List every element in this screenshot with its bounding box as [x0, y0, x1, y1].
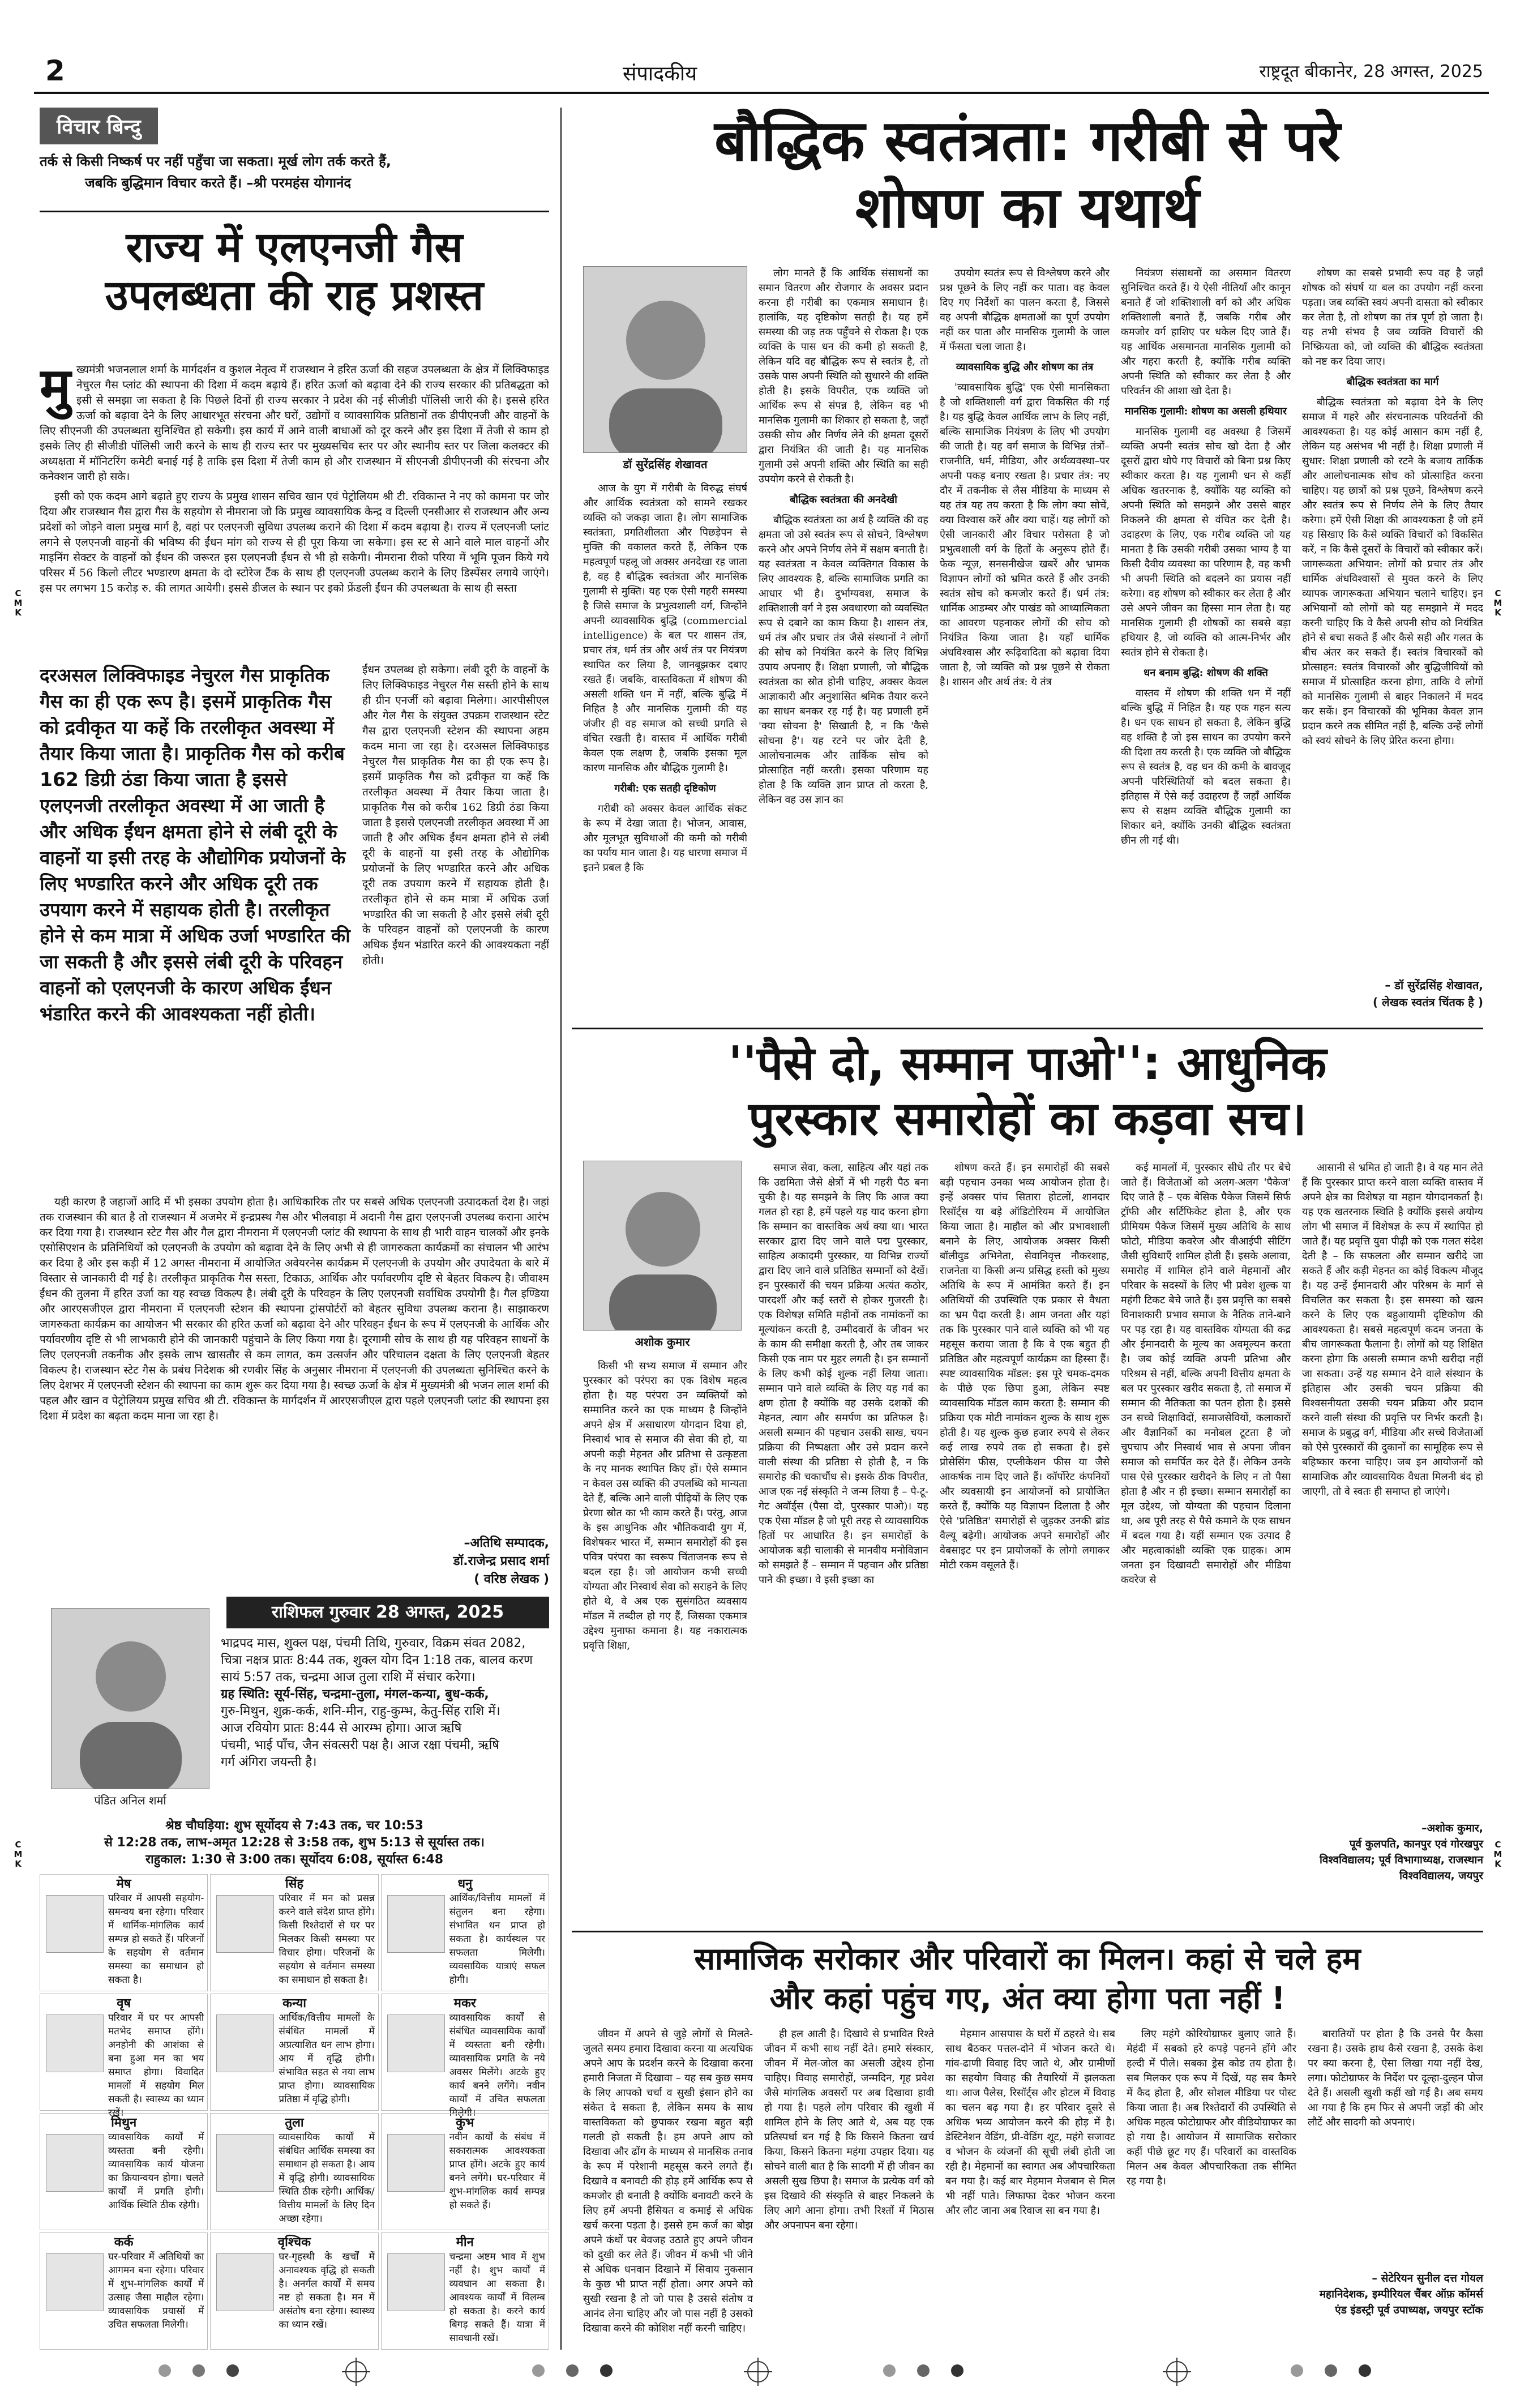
lng-side-column [362, 662, 549, 1189]
article1-sign-2: ( लेखक स्वतंत्र चिंतक है ) [1373, 995, 1483, 1009]
author-portrait-icon [584, 1161, 742, 1331]
zodiac-text: परिवार में मन को प्रसन्न करने वाले संदेश प्राप्त होंगे। किसी रिश्तेदारों से घर पर मिलकर किसी समस्या पर विचार होगा। परिजनों के सहयोग से वर्तमान समस्या का समाधान हो सकता है। [279, 1893, 375, 1986]
registration-dot-icon [159, 2364, 171, 2377]
article2-col1-text: किसी भी सभ्य समाज में सम्मान और पुरस्कार को परंपरा का एक विशेष महत्व होता है। यह परंपरा उन व्यक्तियों को सम्मानित करने का एक माध्यम है जिन्होंने अपने क्षेत्र में असाधारण योगदान दिया हो, निस्वार्थ भाव से समाज की सेवा की हो, या अपनी कड़ी मेहनत और प्रतिभा से उत्कृष्टता के नए मानक स्थापित किए हों। ऐसे सम्मान न केवल उस व्यक्ति की उपलब्धि को मान्यता देते हैं, बल्कि आने वाली पीढ़ियों के लिए एक प्रेरणा स्रोत का भी काम करते हैं। परंतु, आज के इस आधुनिक और भौतिकवादी युग में, विशेषकर भारत में, सम्मान समारोहों की इस पवित्र परंपरा का स्वरूप चिंताजनक रूप से बदल रहा है। जो आयोजन कभी सच्ची योग्यता और निस्वार्थ सेवा को सराहने के लिए होते थे, वे अब एक सुसंगठित व्यवसाय मॉडल में तब्दील हो गए हैं, जिसका एकमात्र उद्देश्य मुनाफा कमाना है। यह नकारात्मक प्रवृत्ति शिक्षा, [583, 1360, 747, 1652]
article2-sign-2: पूर्व कुलपति, कानपुर एवं गोरखपुर विश्वविद्यालय; पूर्व विभागाध्यक्ष, राजस्थान विश्वविद्यालय, जयपुर [1320, 1838, 1483, 1882]
zodiac-text: नवीन कार्यों के संबंध में सकारात्मक आवश्यकता प्राप्त होंगे। अटके हुए कार्य बनने लगेंगे। घर-परिवार में शुभ-मांगलिक कार्य सम्पन्न हो सकते हैं। [449, 2132, 545, 2211]
article1-headline-line1: बौद्धिक स्वतंत्रता: गरीबी से परे [714, 108, 1341, 174]
zodiac-name: वृश्चिक [277, 2235, 311, 2249]
article1-photo [583, 266, 747, 453]
zodiac-cell [40, 2113, 208, 2230]
author-portrait-icon [584, 267, 747, 453]
chaughadiya-line2: से 12:28 तक, लाभ-अमृत 12:28 से 3:58 तक, शुभ 5:13 से सूर्यास्त तक। [104, 1836, 485, 1850]
zodiac-text: आर्थिक/वित्तीय मामलों के संबंधित मामलों में अप्रत्याशित धन लाभ होगा। आय में वृद्धि होगी। संभावित सहत से नया लाभ प्राप्त होगा। व्यावसायिक प्रतिष्ठा में वृद्धि होगी। [279, 2012, 375, 2105]
article2-photo [583, 1161, 742, 1331]
sagittarius-icon [387, 1895, 445, 1953]
registration-dot-icon [192, 2364, 205, 2377]
rashifal-panchang [221, 1635, 549, 1771]
article1-col1-text: आज के युग में गरीबी के विरुद्ध संघर्ष और आर्थिक स्वतंत्रता को सामने रखकर व्यक्ति को जकड़ा जाता है। लोग सामाजिक स्वतंत्रता, प्रगतिशीलता और पिछड़ेपन से मुक्ति की वकालत करते हैं, लेकिन एक महत्वपूर्ण पहलू जो अक्सर अनदेखा रह जाता है, वह है बौद्धिक स्वतंत्रता और मानसिक गुलामी से मुक्ति। यह एक ऐसी गहरी समस्या है जिसे समाज के प्रभुत्वशाली वर्ग, जिन्होंने अपनी व्यावसायिक बुद्धि (commercial intelligence) के बल पर शासन तंत्र, प्रचार तंत्र, धर्म तंत्र और अर्थ तंत्र पर नियंत्रण स्थापित कर लिया है, जानबूझकर दबाए रखते हैं। जबकि, वास्तविकता में शोषण की असली शक्ति धन में नहीं, बल्कि बुद्धि में निहित है और मानसिक गुलामी की यह जंजीर ही वह समाज को सच्ची प्रगति से वंचित रखती है। वास्तव में आर्थिक गरीबी केवल एक लक्षण है, जबकि इसका मूल कारण मानसिक और बौद्धिक गुलामी है। [583, 482, 747, 774]
article2-col5 [1302, 1161, 1483, 1817]
scorpio-icon [216, 2253, 274, 2311]
yog-line3: गर्ग अंगिरा जयन्ती है। [221, 1755, 317, 1769]
zodiac-text: व्यावसायिक कार्यों में संबंधित आर्थिक समस्या का समाधान हो सकता है। आय में वृद्धि होगी। व्यावसायिक स्थिति ठीक रहेगी। आर्थिक/वित्तीय मामलों के लिए दिन अच्छा रहेगा। [279, 2132, 375, 2225]
lng-dropcap: मु [40, 362, 71, 417]
zodiac-cell [381, 1874, 549, 1991]
pisces-icon [387, 2253, 445, 2311]
article2-col4-text: कई मामलों में, पुरस्कार सीधे तौर पर बेचे जाते हैं। विजेताओं को अलग-अलग 'पैकेज' दिए जाते हैं – एक बेसिक पैकेज जिसमें सिर्फ ट्रॉफी और सर्टिफिकेट होता है, और एक प्रीमियम पैकेज जिसमें मुख्य अतिथि के साथ फोटो, मीडिया कवरेज और वीआईपी सीटिंग जैसी सुविधाएँ शामिल होती हैं। इसके अलावा, समारोह में शामिल होने वाले मेहमानों और परिवार के सदस्यों के लिए भी प्रवेश शुल्क या महंगी टिकट बेचे जाते हैं। इस प्रवृत्ति का सबसे विनाशकारी प्रभाव समाज के नैतिक ताने-बाने पर पड़ रहा है। यह वास्तविक योग्यता की कद्र और ईमानदारी के मूल्य का अवमूल्यन करता है। जब कोई व्यक्ति अपनी प्रतिभा और परिश्रम से नहीं, बल्कि अपनी वित्तीय क्षमता के बल पर पुरस्कार खरीद सकता है, तो समाज में सम्मान की नैतिकता का पतन होता है। इससे उन सच्चे शिक्षाविदों, समाजसेवियों, कलाकारों और वैज्ञानिकों का मनोबल टूटता है जो चुपचाप और निस्वार्थ भाव से अपना जीवन समाज को समर्पित कर देते हैं। लेकिन उनके पास ऐसे पुरस्कार खरीदने के लिए न तो पैसा होता है और न ही इच्छा। सम्मान समारोहों का मूल उद्देश्य, जो योग्यता की पहचान दिलाना था, अब पूरी तरह से पैसे कमाने के एक साधन में बदल गया है। यहीं सम्मान एक उत्पाद है और महत्वाकांक्षी व्यक्ति एक ग्राहक। आम जनता इन दिखावटी समारोहों और मीडिया कवरेज से [1121, 1162, 1291, 1586]
article3-signature [1308, 2270, 1483, 2318]
rashifal-title: राशिफल गुरुवार 28 अगस्त, 2025 [226, 1597, 549, 1628]
article2-photo-caption: अशोक कुमार [635, 1335, 690, 1349]
yog-line1: आज रवियोग प्रातः 8:44 से आरम्भ होगा। आज ऋषि [221, 1721, 462, 1735]
panchang-line1: भाद्रपद मास, शुक्ल पक्ष, पंचमी तिथि, गुरुवार, विक्रम संवत 2082, [221, 1636, 526, 1650]
article2-sign-1: –अशोक कुमार, [1421, 1822, 1483, 1834]
article2-signature [1302, 1820, 1483, 1884]
zodiac-cell [381, 2113, 549, 2230]
article2-col1 [583, 1359, 747, 1925]
article3-sign-1: – सेटेरियन सुनील दत्त गोयल [1372, 2272, 1483, 2285]
capricorn-icon [387, 2014, 445, 2072]
article2-headline [572, 1036, 1483, 1147]
libra-icon [216, 2134, 274, 2192]
zodiac-name: मेष [116, 1877, 131, 1891]
article3-col3-text: मेहमान आसपास के घरों में ठहरते थे। सब साथ बैठकर पत्तल-दोने में भोजन करते थे। गांव-ढाणी विवाह दिए जाते थे, और ग्रामीणों का सहयोग विवाह की तैयारियों में झलकता था। आज पैलेस, रिसॉर्ट्स और होटल में विवाह का चलन बढ़ गया है। हर परिवार दूसरे से अधिक भव्य आयोजन करने की होड़ में है। डेस्टिनेशन वेडिंग, प्री-वेडिंग शूट, महंगे सजावट व भोजन के व्यंजनों की सूची लंबी होती जा रही है। मेहमानों का स्वागत अब औपचारिकता बन गया है। कई बार मेहमान मेजबान से मिल भी नहीं पाते। लिफाफा देकर भोजन करना और लौट जाना अब रिवाज सा बन गया है। [945, 2028, 1115, 2217]
article3-col2-text: ही हल आती है। दिखावे से प्रभावित रिश्ते जीवन में कभी साथ नहीं देते। हमारे संस्कार, जीवन में मेल-जोल का असली उद्देश्य होना चाहिए। विवाह समारोहों, जन्मदिन, गृह प्रवेश जैसे मांगलिक अवसरों पर अब दिखावा हावी हो गया है। पहले लोग परिवार की खुशी में शामिल होने के लिए आते थे, अब यह एक प्रतिस्पर्धा बन गई है कि किसने कितना खर्च किया, किसने कितना महंगा उपहार दिया। यह सोचने वाली बात है कि सादगी में ही जीवन का असली सुख छिपा है। समाज के प्रत्येक वर्ग को इस दिखावे की संस्कृति से बाहर निकलने के लिए आगे आना होगा। तभी रिश्तों में मिठास और अपनापन बना रहेगा। [764, 2028, 934, 2231]
article1-bottom-rule [572, 1028, 1483, 1029]
zodiac-name: मकर [453, 1996, 476, 2011]
zodiac-cell [210, 1874, 378, 1991]
registration-dot-icon [951, 2364, 963, 2377]
panchang-line2: चित्रा नक्षत्र प्रातः 8:44 तक, शुक्ल योग दिन 1:18 तक, बालव करण [221, 1653, 533, 1667]
lng-side-text: ईंधन उपलब्ध हो सकेगा। लंबी दूरी के वाहनों के लिए लिक्विफाइड नेचुरल गैस सस्ती होने के साथ ही ग्रीन एनर्जी को बढ़ावा मिलेगा। आरपीसीएल और गेल गैस के संयुक्त उपक्रम राजस्थान स्टेट गैस द्वारा एलएनजी स्टेशन की स्थापना अहम कदम माना जा रहा है। दरअसल लिक्विफाइड नेचुरल गैस प्राकृतिक गैस का ही एक रूप है। इसमें प्राकृतिक गैस को द्रवीकृत या कहें कि तरलीकृत अवस्था में तैयार किया जाता है। प्राकृतिक गैस को करीब 162 डिग्री ठंडा किया जाता है इससे एलएनजी तरलीकृत अवस्था में आ जाती है और अधिक ईंधन क्षमता होने से लंबी दूरी के वाहनों या इसी तरह के औद्योगिक प्रयोजनों के लिए भण्डारित करने और अधिक दूरी तक उपयाग करने में सहायक होती है। तरलीकृत होने से कम मात्रा में अधिक उर्जा भण्डारित की जा सकती है और इससे लंबी दूरी के परिवहन वाहनों को एलएनजी के कारण अधिक ईंधन भंडारित करने की आवश्यकता नहीं होती। [362, 664, 549, 966]
article1-col5b-text: बौद्धिक स्वतंत्रता को बढ़ावा देने के लिए समाज में गहरे और संरचनात्मक परिवर्तनों की आवश्यकता है। यह कोई आसान काम नहीं है, लेकिन यह असंभव भी नहीं है। शिक्षा प्रणाली में सुधार: शिक्षा प्रणाली को रटने के बजाय तार्किक और आलोचनात्मक सोच को प्रोत्साहित करना चाहिए। यह छात्रों को प्रश्न पूछने, विश्लेषण करने और स्वतंत्र रूप से निर्णय लेने के लिए तैयार करेगा। हमें ऐसी शिक्षा की आवश्यकता है जो हमें यह सिखाए कि कैसे व्यक्ति विचारों को विकसित करें, न कि कैसे दूसरों के विचारों को स्वीकार करें। जागरूकता अभियान: लोगों को प्रचार तंत्र और धार्मिक अंधविश्वासों से मुक्त करने के लिए व्यापक जागरूकता अभियान चलाने चाहिए। इन अभियानों को लोगों को यह समझाने में मदद करनी चाहिए कि वे कैसे अपनी सोच को नियंत्रित होने से बचा सकते हैं और कैसे सही और गलत के बीच अंतर कर सकते हैं। स्वतंत्र विचारकों को प्रोत्साहन: स्वतंत्र विचारकों और बुद्धिजीवियों को समाज में प्रोत्साहित करना होगा, ताकि वे लोगों को मानसिक गुलामी से बाहर निकालने में मदद कर सकें। इन विचारकों की भूमिका केवल ज्ञान प्रदान करने तक सीमित नहीं है, बल्कि उन्हें लोगों को स्वयं सोचने के लिए प्रेरित करना होगा। [1302, 396, 1483, 747]
zodiac-text: घर-गृहस्थी के खर्चों में अनावश्यक वृद्धि हो सकती है। अनर्गल कार्यों में समय नष्ट हो सकता है। मन में असंतोष बना रहेगा। स्वास्थ्य का ध्यान रखें। [279, 2251, 375, 2330]
article2-col2 [759, 1161, 928, 1925]
zodiac-cell [210, 2232, 378, 2350]
section-name: संपादकीय [623, 62, 697, 85]
zodiac-cell [210, 2113, 378, 2230]
registration-dot-icon [600, 2364, 613, 2377]
article1-signature [1302, 977, 1483, 1011]
article1-sub3: व्यावसायिक बुद्धि और शोषण का तंत्र [956, 361, 1094, 373]
chaughadiya [40, 1817, 549, 1868]
registration-dot-icon [226, 2364, 239, 2377]
article3-col1 [583, 2027, 753, 2344]
zodiac-text: व्यावसायिक कार्यों से संबंधित व्यावसायिक कार्यों में व्यस्तता बनी रहेगी। व्यावसायिक प्रगति के नये अवसर मिलेंगे। अटके हुए कार्य बनने लगेंगे। नवीन कार्यों में उचित सफलता मिलेगी। [449, 2012, 545, 2119]
article3-col5 [1308, 2027, 1483, 2265]
zodiac-text: चन्द्रमा अष्टम भाव में शुभ नहीं है। शुभ कार्यों में व्यवधान आ सकता है। आवश्यक कार्यों में विलम्ब हो सकता है। करने कार्य बिगड़ सकते हैं। यात्रा में सावधानी रखें। [449, 2251, 545, 2344]
cmk-mark: C M K [14, 1840, 23, 1869]
article3-sign-2: महानिदेशक, इम्पीरियल चैंबर ऑफ़ कॉमर्स एंड इंडस्ट्री पूर्व उपाध्यक्ष, जयपुर स्टॉक [1319, 2288, 1483, 2316]
article1-col5-text: शोषण का सबसे प्रभावी रूप वह है जहाँ शोषक को संघर्ष या बल का उपयोग नहीं करना पड़ता। जब व्यक्ति स्वयं अपनी दासता को स्वीकार कर लेता है, तो शोषण का तंत्र पूर्ण हो जाता है। यह तभी संभव है जब व्यक्ति विचारों की निष्क्रियता को, जो व्यक्ति की बौद्धिक स्वतंत्रता को नष्ट कर दिया जाए। [1302, 267, 1483, 367]
yog-line2: पंचमी, भाई पाँच, जैन संवत्सरी पक्ष है। आज रक्षा पंचमी, ऋषि [221, 1738, 499, 1752]
lng-para2: इसी को एक कदम आगे बढ़ाते हुए राज्य के प्रमुख शासन सचिव खान एवं पेट्रोलियम श्री टी. रविकान्त ने नए को कामना पर जोर दिया और राजस्थान गैस द्वारा गैस के सहयोग से नीमराना जो कि प्रमुख व्यावसायिक केन्द्र व दिल्ली एनसीआर से राजस्थान और अन्य प्रदेशों को जोड़ने वाला प्रमुख मार्ग है, वहां पर एलएनजी सुविधा उपलब्ध कराने की दिशा में कदम बढ़ाया है। राज्य में एलएनजी प्लांट लगने से एलएनजी वाहनों की भविष्य की ईंधन मांग को राज्य से ही पूरा किया जा सकेगा। इस स्ट से आने वाले माल वाहनों और माइनिंग सेक्टर के वाहनों को ईंधन की जरूरत इस एलएनजी ईंधन से भी हो सकेगी। नीमराना रीको परिया में भूमि पूजन किये गये परिसर में 56 किलो लीटर भण्डारण क्षमता के दो स्टोरेज टैंक के साथ ही एलएनजी उपलब्ध कराने के लिए डिस्पेंसर लगाये जाएंगे। इस पर लगभग 15 करोड़ रु. की लागत आयेगी। इससे डीजल के स्थान पर इको फ्रेंडली ईंधन की उपलब्धता के साथ ही सस्ता [40, 490, 549, 594]
zodiac-text: परिवार में आपसी सहयोग-समन्वय बना रहेगा। परिवार में धार्मिक-मांगलिक कार्य सम्पन्न हो सकते हैं। परिजनों के सहयोग से वर्तमान समस्या का समाधान हो सकता है। [108, 1893, 204, 1986]
cmk-mark: C M K [1493, 588, 1502, 618]
article3-col2 [764, 2027, 934, 2344]
registration-dot-icon [1359, 2364, 1371, 2377]
cmk-mark: C M K [1493, 1840, 1502, 1869]
rahukal-line: राहुकाल: 1:30 से 3:00 तक। सूर्योदय 6:08, सूर्यास्त 6:48 [145, 1853, 444, 1867]
article3-col4-text: लिए महंगे कोरियोग्राफर बुलाए जाते हैं। मेहंदी में सबको हरे कपड़े पहनने होंगे और हल्दी में पीले। सबका ड्रेस कोड तय होता है। सब मिलकर एक रूप में दिखें, यह सब कैमरे में कैद होता है, और सोशल मीडिया पर पोस्ट किया जाता है। अब रिश्तेदारों की उपस्थिति से अधिक महत्व फोटोग्राफर और वीडियोग्राफर का हो गया है। आयोजन में सामाजिक सरोकार कहीं पीछे छूट गए हैं। परिवारों का वास्तविक मिलन अब केवल औपचारिकता तक सीमित रह गया है। [1127, 2028, 1296, 2187]
page-header [34, 44, 1489, 95]
article1-col4-text: नियंत्रण संसाधनों का असमान वितरण सुनिश्चित करते हैं। ये ऐसी नीतियाँ और कानून बनाते हैं जो शक्तिशाली वर्ग को और अधिक शक्तिशाली बनाते हैं, जबकि गरीब और कमजोर वर्ग हाशिए पर धकेल दिए जाते हैं। यह आर्थिक असमानता मानसिक गुलामी को और गहरा करती है, क्योंकि गरीब व्यक्ति अपनी स्थिति को स्वीकार कर लेता है और परिवर्तन की आशा खो देता है। [1121, 267, 1291, 397]
lng-sign-1: –अतिथि सम्पादक, [464, 1536, 549, 1550]
rashifal-box [40, 1597, 549, 2350]
article2-col3-text: शोषण करते हैं। इन समारोहों की सबसे बड़ी पहचान उनका भव्य आयोजन होता है। इन्हें अक्सर पांच सितारा होटलों, शानदार रिसॉर्ट्स या बड़े ऑडिटोरियम में आयोजित किया जाता है। माहौल को और प्रभावशाली बनाने के लिए, आयोजक अक्सर किसी बॉलीवुड अभिनेता, सेवानिवृत्त नौकरशाह, राजनेता या किसी अन्य प्रसिद्ध हस्ती को मुख्य अतिथि के रूप में आमंत्रित करते हैं। इन अतिथियों की उपस्थिति एक प्रकार से वैधता का भ्रम पैदा करती है। आम जनता और यहां तक कि पुरस्कार पाने वाले व्यक्ति को भी यह महसूस कराया जाता है कि वे एक बहुत ही प्रतिष्ठित और महत्वपूर्ण कार्यक्रम का हिस्सा हैं। स्पष्ट व्यावसायिक मॉडल: इस पूरे चमक-दमक के पीछे एक छिपा हुआ, लेकिन स्पष्ट व्यावसायिक मॉडल काम करता है: सम्मान की प्रक्रिया एक मोटी नामांकन शुल्क के साथ शुरू होती है। यह शुल्क कुछ हजार रुपये से लेकर कई लाख रुपये तक हो सकता है। इसे प्रोसेसिंग फीस, एप्लीकेशन फीस या जैसे आकर्षक नाम दिए जाते हैं। कॉर्पोरेट कंपनियों और व्यवसायी इन आयोजनों को प्रायोजित करते हैं, क्योंकि यह विज्ञापन दिलाता है और ऐसे 'प्रतिष्ठित' समारोहों से जुड़कर उनकी ब्रांड वैल्यू बढ़ेगी। आयोजक अपने समारोहों और वेबसाइट पर इन प्रायोजकों के लोगो लगाकर मोटी रकम वसूलते हैं। [940, 1162, 1110, 1571]
zodiac-name: मिथुन [111, 2116, 137, 2130]
lng-intro-text: ख्यमंत्री भजनलाल शर्मा के मार्गदर्शन व कुशल नेतृत्व में राजस्थान ने हरित ऊर्जा की सहज उपलब्धता के क्षेत्र में लिक्विफाइड नेचुरल गैस प्लांट की स्थापना की दिशा में कदम बढ़ाये हैं। हरित ऊर्जा को बढ़ावा देने की राज्य सरकार की प्रतिबद्धता को इसी से समझा जा सकता है कि पिछले दिनों ही राज्य सरकार ने प्रदेश की नई सीजीडी पॉलिसी जारी की है। इससे हरित ऊर्जा को बढ़ावा देने के लिए आधारभूत संरचना और घरों, उद्योगों व व्यावसायिक प्रतिष्ठानों तक डीपीएनजी और वाहनों के लिए सीएनजी की उपलब्धता सुनिश्चित हो सकेगी। इस कार्य में आने वाली बाधाओं को दूर करने और इस दिशा में तेजी से काम हो इसके लिए ही सीजीडी पॉलिसी जारी करने के साथ ही राज्य स्तर पर मुख्यसचिव स्तर पर और स्थानीय स्तर पर जिला कलक्टर की अध्यक्षता में मॉनिटरिंग कमेटी बनाई गई है ताकि इस दिशा में तेजी काम हो और राजस्थान में सीएनजी डीपीएनजी की संरचना और कनेक्शन जारी हो सके। [40, 363, 549, 483]
left-divider [40, 211, 549, 212]
article3-headline [572, 1939, 1483, 2018]
registration-dot-icon [917, 2364, 930, 2377]
gemini-icon [46, 2134, 104, 2192]
lng-bottom [40, 1195, 549, 1529]
article3-col3 [945, 2027, 1115, 2344]
lng-pull-quote: दरअसल लिक्विफाइड नेचुरल गैस प्राकृतिक गैस का ही एक रूप है। इसमें प्राकृतिक गैस को द्रवीकृत या कहें कि तरलीकृत अवस्था में तैयार किया जाता है। प्राकृतिक गैस को करीब 162 डिग्री ठंडा किया जाता है इससे एलएनजी तरलीकृत अवस्था में आ जाती है और अधिक ईंधन क्षमता होने से लंबी दूरी के वाहनों या इसी तरह के औद्योगिक प्रयोजनों के लिए भण्डारित करने और अधिक दूरी तक उपयाग करने में सहायक होती है। तरलीकृत होने से कम मात्रा में अधिक उर्जा भण्डारित की जा सकती है और इससे लंबी दूरी के परिवहन वाहनों को एलएनजी के कारण अधिक ईंधन भंडारित करने की आवश्यकता नहीं होती। [40, 664, 350, 1025]
zodiac-cell [210, 1994, 378, 2111]
article1-sub6: बौद्धिक स्वतंत्रता का मार्ग [1346, 376, 1439, 388]
article3-col4 [1127, 2027, 1296, 2344]
vichar-quote-line1: तर्क से किसी निष्कर्ष पर नहीं पहुँचा जा सकता। मूर्ख लोग तर्क करते हैं, [40, 153, 391, 169]
article1-col2 [759, 266, 928, 1019]
article3-col5-text: बारातियों पर होता है कि उनसे पैर कैसा रखना है। उसके हाथ कैसे रखना है, उसके केश पर क्या करना है, ऐसा लिखा गया नहीं देख, लगा। फोटोग्राफर के निर्देश पर दूल्हा-दुल्हन पोज देते हैं। असली खुशी कहीं खो गई है। अब समय आ गया है कि हम फिर से अपनी जड़ों की ओर लौटें और सादगी को अपनाएं। [1308, 2028, 1483, 2128]
article1-col2b-text: बौद्धिक स्वतंत्रता का अर्थ है व्यक्ति की वह क्षमता जो उसे स्वतंत्र रूप से सोचने, विश्लेषण करने और अपने निर्णय लेने में सक्षम बनाती है। यह स्वतंत्रता न केवल व्यक्तिगत विकास के लिए आवश्यक है, बल्कि सामाजिक प्रगति का आधार भी है। दुर्भाग्यवश, समाज के शक्तिशाली वर्ग ने इस अवधारणा को व्यवस्थित रूप से दबाने का काम किया है। शासन तंत्र, धर्म तंत्र और प्रचार तंत्र जैसे संस्थानों ने लोगों की सोच को नियंत्रित करने के लिए विभिन्न उपाय अपनाए हैं। शिक्षा प्रणाली, जो बौद्धिक स्वतंत्रता का स्रोत होनी चाहिए, अक्सर केवल आज्ञाकारी और अनुशासित श्रमिक तैयार करने का साधन बनकर रह गई है। यह प्रणाली हमें 'क्या सोचना है' सिखाती है, न कि 'कैसे सोचना है'। यह रटने पर जोर देती है, आलोचनात्मक और तार्किक सोच को प्रोत्साहित नहीं करती। इसका परिणाम यह होता है कि व्यक्ति ज्ञान प्राप्त तो करता है, लेकिन वह उस ज्ञान का [759, 514, 928, 806]
article2-bottom-rule [572, 1931, 1483, 1932]
graha-line1: ग्रह स्थिति: सूर्य-सिंह, चन्द्रमा-तुला, मंगल-कन्या, बुध-कर्क, [221, 1687, 489, 1701]
lng-signature [340, 1534, 549, 1589]
article1-col1 [583, 481, 747, 1019]
leo-icon [216, 1895, 274, 1953]
zodiac-name: कन्या [282, 1996, 306, 2011]
cancer-icon [46, 2253, 104, 2311]
zodiac-cell [40, 2232, 208, 2350]
zodiac-name: कुंभ [456, 2116, 474, 2130]
article2-col2-text: समाज सेवा, कला, साहित्य और यहां तक कि उद्यमिता जैसे क्षेत्रों में भी गहरी पैठ बना चुकी है। यह समझने के लिए कि आज क्या गलत हो रहा है, हमें पहले यह याद करना होगा कि सम्मान का वास्तविक अर्थ क्या था। भारत सरकार द्वारा दिए जाने वाले पद्म पुरस्कार, साहित्य अकादमी पुरस्कार, या विभिन्न राज्यों द्वारा दिए जाने वाले प्रतिष्ठित सम्मानों को देखें। इन पुरस्कारों की चयन प्रक्रिया अत्यंत कठोर, पारदर्शी और कई स्तरों से होकर गुजरती है। एक विशेषज्ञ समिति महीनों तक नामांकनों का मूल्यांकन करती है, उम्मीदवारों के जीवन भर के काम की समीक्षा करती है, और तब जाकर किसी एक नाम पर मुहर लगती है। इन सम्मानों के लिए कभी कोई शुल्क नहीं लिया जाता। सम्मान पाने वाले व्यक्ति के लिए यह गर्व का क्षण होता है क्योंकि वह उसके दशकों की मेहनत, त्याग और समर्पण का प्रतिफल है। असली सम्मान की पहचान उसकी साख, चयन प्रक्रिया की निष्पक्षता और उसे प्रदान करने वाली संस्था की प्रतिष्ठा से होती है, न कि समारोह की चकाचौंध से। इसके ठीक विपरीत, आज एक नई संस्कृति ने जन्म लिया है – पे-टू-गेट अवॉर्ड्स (पैसा दो, पुरस्कार पाओ)। यह एक ऐसा मॉडल है जो पूरी तरह से व्यावसायिक हितों पर आधारित है। इन समारोहों के आयोजक बड़ी चालाकी से मानवीय मनोविज्ञान को समझते हैं – सम्मान में पहचान और प्रतिष्ठा पाने की इच्छा। वे इसी इच्छा का [759, 1162, 928, 1586]
zodiac-name: सिंह [285, 1877, 304, 1891]
article3-headline-line1: सामाजिक सरोकार और परिवारों का मिलन। कहां से चले हम [694, 1941, 1361, 1977]
article1-sub1: गरीबी: एक सतही दृष्टिकोण [614, 782, 716, 794]
zodiac-text: आर्थिक/वित्तीय मामलों में संतुलन बना रहेगा। संभावित धन प्राप्त हो सकता है। कार्यस्थल पर सफलता मिलेगी। व्यवसायिक यात्राएं सफल होगी। [449, 1893, 545, 1986]
lng-intro [40, 362, 549, 657]
zodiac-text: घर-परिवार में अतिथियों का आगमन बना रहेगा। परिवार में शुभ-मांगलिक कार्यों में उत्साह जैसा माहौल रहेगा। व्यावसायिक प्रयासों में उचित सफलता मिलेगी। [108, 2251, 204, 2330]
header-rule [34, 92, 1489, 94]
zodiac-name: धनु [457, 1877, 473, 1891]
aries-icon [46, 1895, 104, 1953]
article2-headline-line2: पुरस्कार समारोहों का कड़वा सच। [748, 1092, 1307, 1146]
registration-crosshair-icon [1166, 2361, 1188, 2383]
registration-dot-icon [883, 2364, 896, 2377]
vichar-quote-line2: जबकि बुद्धिमान विचार करते हैं। –श्री परमहंस योगानंद [85, 175, 352, 191]
taurus-icon [46, 2014, 104, 2072]
zodiac-cell [40, 1874, 208, 1991]
cmk-mark: C M K [14, 588, 23, 618]
article1-col4b-text: मानसिक गुलामी वह अवस्था है जिसमें व्यक्ति अपनी स्वतंत्र सोच खो देता है और दूसरों द्वारा थोपे गए विचारों को बिना प्रश्न किए स्वीकार करता है। यह गुलामी धन से कहीं अधिक खतरनाक है, क्योंकि यह व्यक्ति को अपनी स्थिति को समझने और उससे बाहर निकलने की क्षमता से वंचित कर देती है। उदाहरण के लिए, एक गरीब व्यक्ति जो यह मानता है कि उसकी गरीबी उसका भाग्य है या किसी दैवीय व्यवस्था का परिणाम है, वह कभी भी अपनी स्थिति को बदलने का प्रयास नहीं करेगा। वह शोषण को स्वीकार कर लेता है और उसे अपने जीवन का हिस्सा मान लेता है। यह मानसिक गुलामी ही शोषकों का सबसे बड़ा हथियार है, जो व्यक्ति को आत्म-निर्भर और स्वतंत्र होने से रोकता है। [1121, 426, 1291, 658]
article3-headline-line2: और कहां पहुंच गए, अंत क्या होगा पता नहीं ! [769, 1981, 1286, 2016]
lng-headline-line1: राज्य में एलएनजी गैस [126, 223, 463, 272]
article2-col3 [940, 1161, 1110, 1925]
zodiac-text: व्यावसायिक कार्यों में व्यस्तता बनी रहेगी। व्यावसायिक कार्य योजना का क्रियान्वयन होगा। चलते कार्यों में प्रगति होगी। आर्थिक स्थिति ठीक रहेगी। [108, 2132, 204, 2211]
lng-headline-line2: उपलब्धता की राह प्रशस्त [105, 271, 484, 320]
vichar-bindu-box [40, 108, 549, 201]
article1-sign-1: – डॉ सुरेंद्रसिंह शेखावत, [1385, 978, 1483, 992]
zodiac-cell [381, 2232, 549, 2350]
article2-col4 [1121, 1161, 1291, 1925]
lng-sign-3: ( वरिष्ठ लेखक ) [474, 1572, 549, 1586]
zodiac-text: परिवार में घर पर आपसी मतभेद समाप्त होंगे। अनहोनी की आशंका से बना हुआ मन का भय समाप्त होगा। विवादित मामलों में सहयोग मिल सकती है। स्वास्थ्य का ध्यान रखें। [108, 2012, 204, 2119]
article1-headline-line2: शोषण का यथार्थ [855, 174, 1200, 241]
registration-crosshair-icon [747, 2361, 769, 2383]
article1-sub5: धन बनाम बुद्धि: शोषण की शक्ति [1144, 667, 1268, 679]
zodiac-name: तुला [285, 2116, 304, 2130]
aquarius-icon [387, 2134, 445, 2192]
article1-col4c-text: वास्तव में शोषण की शक्ति धन में नहीं बल्कि बुद्धि में निहित है। यह एक गहन सत्य है। धन एक साधन हो सकता है, लेकिन बुद्धि वह शक्ति है जो इस साधन का उपयोग करने की दिशा तय करती है। एक व्यक्ति जो बौद्धिक रूप से स्वतंत्र है, वह धन की कमी के बावजूद अपनी परिस्थितियों को बदल सकता है। इतिहास में ऐसे कई उदाहरण हैं जहाँ आर्थिक रूप से सक्षम व्यक्ति बौद्धिक गुलामी का शिकार बने, क्योंकि उनकी बौद्धिक स्वतंत्रता छीन ली गई थी। [1121, 687, 1291, 846]
article1-sub4: मानसिक गुलामी: शोषण का असली हथियार [1124, 405, 1287, 417]
article1-col5 [1302, 266, 1483, 974]
astrologer-portrait-icon [52, 1609, 209, 1789]
panchang-line3: सायं 5:57 तक, चन्द्रमा आज तुला राशि में संचार करेगा। [221, 1670, 476, 1684]
lng-bottom-text: यही कारण है जहाजों आदि में भी इसका उपयोग होता है। आधिकारिक तौर पर सबसे अधिक एलएनजी उत्पादकर्ता देश है। जहां तक राजस्थान की बात है तो राजस्थान में अजमेर में इन्द्रप्रस्थ गैस और भीलवाड़ा में अदानी गैस द्वारा एलएनजी उपलब्ध कराना आरंभ कर दिया गया है। राजस्थान स्टेट गैस और गैल द्वारा नीमराना में एलएनजी प्लांट की स्थापना के साथ ही भारी वाहन चालकों और इनके एसोसिएशन के प्रतिनिधियों को एलएनजी के उपयोग को बढ़ावा देने के लिए अभी से ही जागरुकता कार्यक्रमों का संचालन भी आरंभ कर दिया है और इस कड़ी में 12 अगस्त नीमराना में आयोजित अवेयरनेस कार्यक्रम में एलएनजी के उपयोग और उपादेयता के बारे में विस्तार से जानकारी दी गई है। तरलीकृत प्राकृतिक गैस सस्ता, टिकाऊ, आर्थिक और पर्यावरणीय दृष्टि से बेहतर विकल्प है। जीवाश्म ईंधन की तुलना में हरित उर्जा का यह स्वच्छ विकल्प है। लंबी दूरी के परिवहन के लिए एलएनजी सर्वाधिक उपयोगी है। गैल इण्डिया और आरएसजीएल द्वारा नीमराना में एलएनजी स्टेशन की स्थापना ट्रांसपोर्टरों को बेहतर सुविधा उपलब्ध कराना है। साझाकरण जागरुकता कार्यक्रम का आयोजन भी सरकार की हरित ऊर्जा को बढ़ावा देने और परिवहन ईंधन के रूप में एलएनजी के आर्थिक और पर्यावरणीय दृष्टि से भी लाभकारी होने की जानकारी पहुंचाने के लिए किया गया है। दूरगामी सोच के साथ ही यह परिवहन साधनों के लिए एलएनजी तकनीक और इसके लाभ खासतौर से कम लागत, कम उत्सर्जन और परिचालन दक्षता के लिए एलएनजी बेहतर विकल्प है। राजस्थान स्टेट गैस के प्रबंध निदेशक श्री रणवीर सिंह के अनुसार नीमराना में एलएनजी की उपलब्धता सुनिश्चित करने के लिए देशभर में एलएनजी स्टेशन की स्थापना का काम शुरू कर दिया गया है। स्वच्छ ऊर्जा के क्षेत्र में मुख्यमंत्री श्री भजन लाल शर्मा की पहल और खान व पेट्रोलियम प्रमुख सचिव श्री टी. रविकान्त के मार्गदर्शन में आरएसजीएल द्वारा पहले एलएनजी प्लांट की स्थापना इस दिशा में प्रदेश का बढ़ता कदम माना जा रहा है। [40, 1196, 549, 1422]
article1-col4 [1121, 266, 1291, 1019]
article1-headline [572, 108, 1483, 241]
zodiac-name: मीन [456, 2235, 474, 2249]
astrologer-name: पंडित अनिल शर्मा [94, 1794, 166, 1807]
article3-col1-text: जीवन में अपने से जुड़े लोगों से मिलते-जुलते समय हमारा दिखावा करना या अत्यधिक अपने आप के प्रदर्शन करने के दिखावा करना हमारी निजता में दिखावा – यह सब कुछ समय के लिए आपको चर्चा व सुखी इंसान होने का संकेत दे सकता है, लेकिन समय के साथ वास्तविकता को छुपाकर रखना बहुत बड़ी गलती हो सकती है। हम अपने आप को दिखावा और ढोंग के माध्यम से मानसिक तनाव के रूप में परेशानी महसूस करने लगते हैं। दिखावे व बनावटी की होड़ हमें आर्थिक रूप से कमजोर ही बनाती है क्योंकि बनावटी करने के लिए हमें अपनी हैसियत व कमाई से अधिक खर्च करना पड़ता है। इससे हम कर्ज का बोझ अपने कंधों पर बेवजह उठाते हुए अपने जीवन को दुखी कर लेते हैं। जीवन में कभी भी जीने से अधिक धनवान दिखाने में सिवाय नुकसान के कुछ भी प्राप्त नहीं होता। अगर अपने को सुखी रखना है तो जो पास है उससे संतोष व आनंद लेना चाहिए और जो पास नहीं है उसको दिखावा करने की कोशिश नहीं करनी चाहिए। [583, 2028, 753, 2334]
zodiac-cell [40, 1994, 208, 2119]
article1-sub2: बौद्धिक स्वतंत्रता की अनदेखी [790, 494, 897, 506]
zodiac-cell [381, 1994, 549, 2119]
lng-sign-2: डॉ.राजेन्द्र प्रसाद शर्मा [453, 1554, 549, 1568]
graha-line2: गुरु-मिथुन, शुक्र-कर्क, शनि-मीन, राहु-कुम्भ, केतु-सिंह राशि में। [221, 1704, 500, 1718]
registration-crosshair-icon [345, 2361, 367, 2383]
article1-col1b-text: गरीबी को अक्सर केवल आर्थिक संकट के रूप में देखा जाता है। भोजन, आवास, और मूलभूत सुविधाओं की कमी को गरीबी का पर्याय मान जाता है। यह धारणा समाज में इतने प्रबल है कि [583, 803, 747, 874]
article1-col3-text: उपयोग स्वतंत्र रूप से विश्लेषण करने और प्रश्न पूछने के लिए नहीं कर पाता। वह केवल दिए गए निर्देशों का पालन करता है, जिससे वह अपनी बौद्धिक क्षमताओं का पूर्ण उपयोग नहीं कर पाता और मानसिक गुलामी के जाल में फँसता चला जाता है। [940, 267, 1110, 353]
article1-photo-caption: डॉ सुरेंद्रसिंह शेखावत [623, 457, 708, 471]
zodiac-grid [40, 1874, 549, 2350]
registration-dot-icon [532, 2364, 545, 2377]
article1-col3b-text: 'व्यावसायिक बुद्धि' एक ऐसी मानसिकता है जो शक्तिशाली वर्ग द्वारा विकसित की गई है। यह बुद्धि केवल आर्थिक लाभ के लिए नहीं, बल्कि सामाजिक नियंत्रण के लिए भी उपयोग की जाती है। यह वर्ग समाज के विभिन्न तंत्रों–राजनीति, धर्म, मीडिया, और अर्थव्यवस्था–पर अपनी पकड़ बनाए रखता है। प्रचार तंत्र: नए दौर में तकनीक से लैस मीडिया के माध्यम से यह तंत्र यह तय करता है कि लोग क्या सोचें, क्या विश्वास करें और क्या चाहें। यह लोगों को ऐसी जानकारी और विचार परोसता है जो प्रभुत्वशाली वर्ग के हितों के अनुरूप होते हैं। फेक न्यूज़, सनसनीखेज खबरें और भ्रामक विज्ञापन लोगों को भ्रमित करते हैं और उनकी स्वतंत्र सोच को कमजोर करते हैं। धर्म तंत्र: धार्मिक आडम्बर और पाखंड को आध्यात्मिकता का आवरण पहनाकर लोगों की सोच को नियंत्रित किया जाता है। यहाँ धार्मिक अंधविश्वास और रूढ़िवादिता को बढ़ावा दिया जाता है, जो व्यक्ति को प्रश्न पूछने से रोकता है। शासन और अर्थ तंत्र: ये तंत्र [940, 382, 1110, 688]
registration-dot-icon [1291, 2364, 1303, 2377]
zodiac-name: कर्क [114, 2235, 134, 2249]
column-divider [560, 108, 562, 2350]
registration-dot-icon [1325, 2364, 1337, 2377]
virgo-icon [216, 2014, 274, 2072]
chaughadiya-line1: श्रेष्ठ चौघड़िया: शुभ सूर्योदय से 7:43 तक, चर 10:53 [165, 1819, 423, 1833]
masthead: राष्ट्रदूत बीकानेर, 28 अगस्त, 2025 [1259, 62, 1483, 82]
vichar-label: विचार बिन्दु [40, 108, 158, 144]
zodiac-name: वृष [117, 1996, 131, 2011]
page-number: 2 [45, 54, 65, 87]
astrologer-photo [51, 1608, 209, 1789]
article2-headline-line1: ''पैसे दो, सम्मान पाओ'': आधुनिक [728, 1037, 1327, 1090]
article1-col3 [940, 266, 1110, 1019]
lng-headline [40, 224, 549, 320]
registration-dot-icon [566, 2364, 579, 2377]
article2-col5-text: आसानी से भ्रमित हो जाती है। वे यह मान लेते हैं कि पुरस्कार प्राप्त करने वाला व्यक्ति वास्तव में अपने क्षेत्र का विशेषज्ञ या महान योगदानकर्ता है। यह एक खतरनाक स्थिति है क्योंकि इससे अयोग्य लोग भी समाज में विशेषज्ञ के रूप में स्थापित हो जाते हैं। यह प्रवृत्ति युवा पीढ़ी को एक गलत संदेश देती है – कि सफलता और सम्मान खरीदे जा सकते हैं और कड़ी मेहनत का कोई विकल्प मौजूद है। यह उन्हें ईमानदारी और परिश्रम के मार्ग से विचलित कर सकता है। इस समस्या को खत्म करने के लिए एक बहुआयामी दृष्टिकोण की आवश्यकता है। सबसे महत्वपूर्ण कदम जनता के बीच जागरूकता फैलाना है। लोगों को यह शिक्षित करना होगा कि असली सम्मान कभी खरीदा नहीं जा सकता। उन्हें यह सम्मान देने वाले संस्थान के इतिहास और उसकी चयन प्रक्रिया की विश्वसनीयता उसकी चयन प्रक्रिया और प्रदान करने वाली संस्था की प्रवृत्ति पर निर्भर करती है। समाज के प्रबुद्ध वर्ग, मीडिया और सच्चे विजेताओं को ऐसे पुरस्कारों की दुकानों का सामूहिक रूप से बहिष्कार करना चाहिए। जब इन आयोजनों को सामाजिक और व्यावसायिक वैधता मिलनी बंद हो जाएगी, तो वे स्वतः ही समाप्त हो जाएंगे। [1302, 1162, 1483, 1498]
article1-col2-text: लोग मानते हैं कि आर्थिक संसाधनों का समान वितरण और रोजगार के अवसर प्रदान करना ही गरीबी का एकमात्र समाधान है। हालांकि, यह दृष्टिकोण सतही है। यह हमें समस्या की जड़ तक पहुँचने से रोकता है। एक व्यक्ति के पास धन की कमी हो सकती है, लेकिन यदि वह बौद्धिक रूप से स्वतंत्र है, तो उसके पास अपनी स्थिति को सुधारने की शक्ति होती है। इसके विपरीत, एक व्यक्ति जो आर्थिक रूप से संपन्न है, लेकिन वह भी मानसिक गुलामी का शिकार हो सकता है, जहाँ उसकी सोच और निर्णय लेने की क्षमता दूसरों द्वारा नियंत्रित की जाती है। यह मानसिक गुलामी उसे अपनी शक्ति और स्थिति का सही उपयोग करने से रोकती है। [759, 267, 928, 485]
